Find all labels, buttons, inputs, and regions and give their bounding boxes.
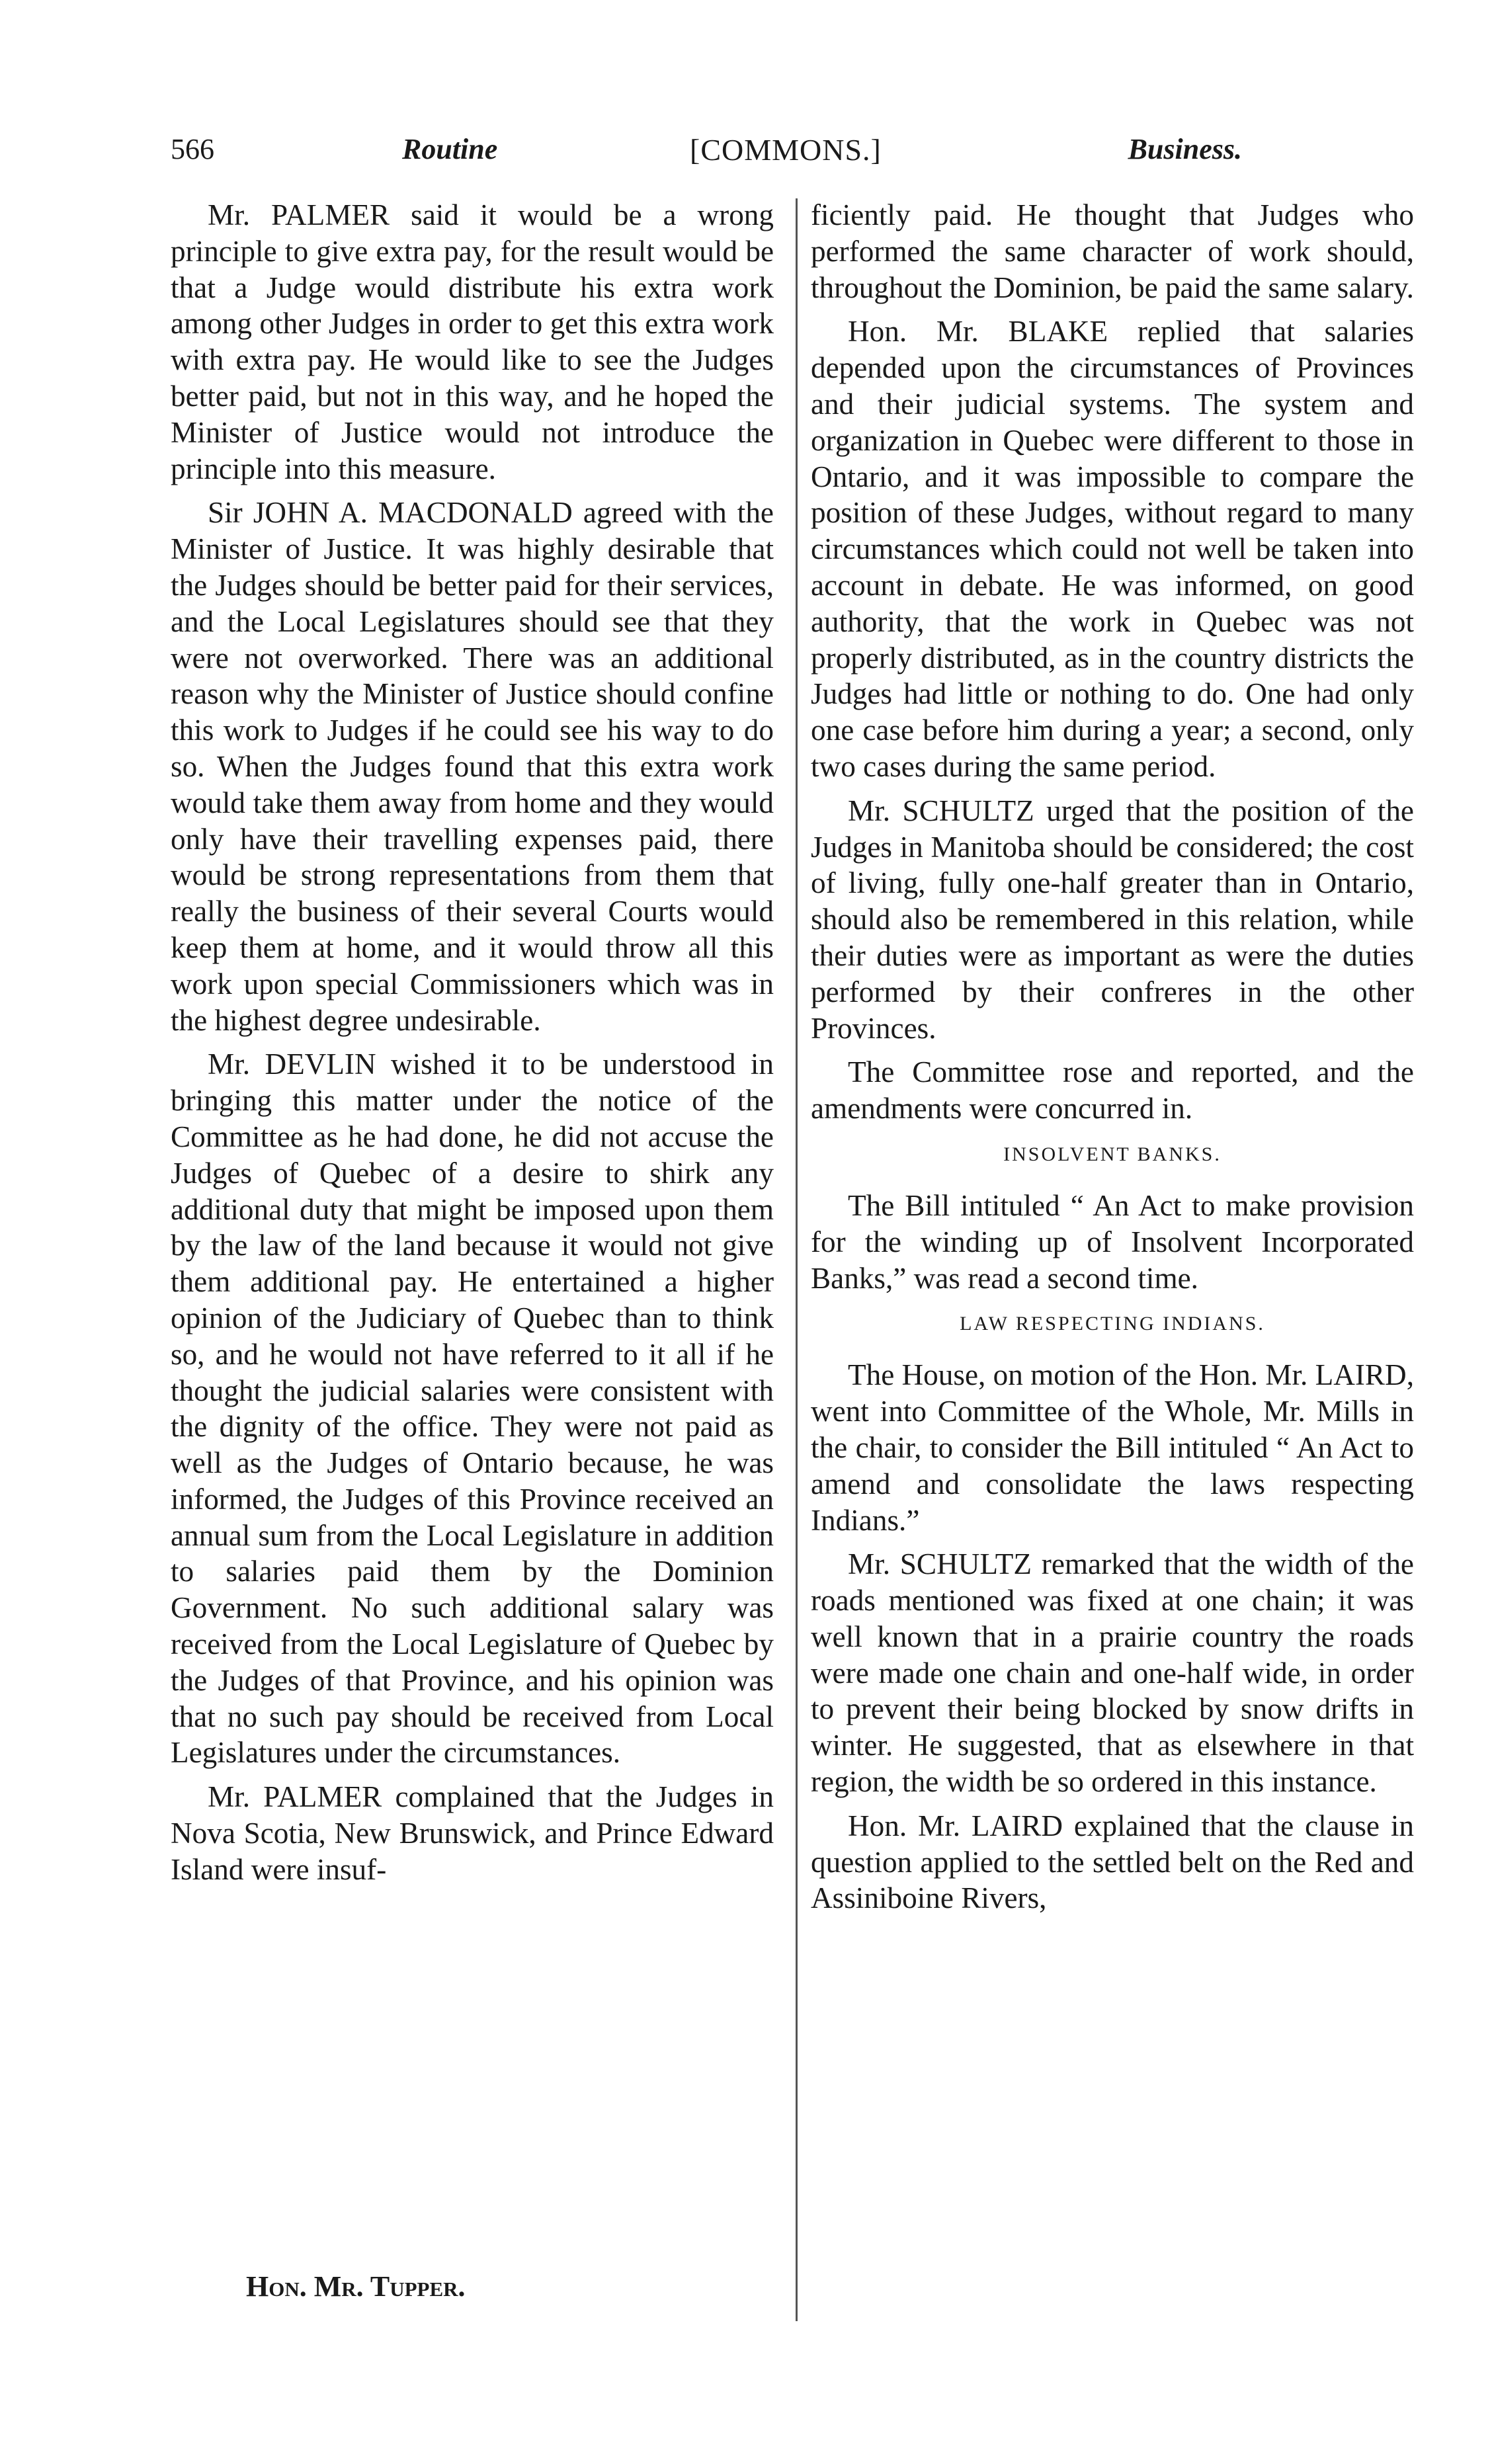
column-divider — [796, 198, 798, 2321]
paragraph-palmer-1: Mr. PALMER said it would be a wrong principle to give extra pay, for the result would be that a Judge would distribute his extra work among other Judges in order to get this extra work with extra pay. He would like to see the Judges better paid, but not in this way, and he hoped the Minister of Justice would not introduce the principle into this measure. — [171, 198, 774, 485]
paragraph-palmer-2: Mr. PALMER complained that the Judges in Nova Scotia, New Brunswick, and Prince Edward Island were insuf- — [171, 1780, 774, 1886]
page-number: 566 — [171, 133, 214, 165]
paragraph-continuation: ficiently paid. He thought that Judges who performed the same character of work should, throughout the Dominion, be paid the same salary. — [811, 198, 1414, 304]
paragraph-committee-rose: The Committee rose and reported, and the amendments were concurred in. — [811, 1055, 1414, 1126]
paragraph-laird-motion: The House, on motion of the Hon. Mr. LAIRD, went into Committee of the Whole, Mr. Mills in the chair, to consider the Bill intituled “ An Act to amend and consolidate the laws respecting Indians.” — [811, 1358, 1414, 1537]
catchword: Hon. Mr. Tupper. — [246, 2270, 466, 2303]
right-column — [811, 197, 1414, 1924]
paragraph-insolvent-banks: The Bill intituled “ An Act to make provision for the winding up of Insolvent Incorporated Banks,” was read a second time. — [811, 1188, 1414, 1295]
left-column — [171, 197, 774, 1896]
page-header — [171, 132, 1242, 175]
running-title-center: [COMMONS.] — [690, 133, 882, 167]
paragraph-macdonald: Sir JOHN A. MACDONALD agreed with the Minister of Justice. It was highly desirable that the Judges should be better paid for their services, and the Local Legislatures should see that they were not overworked. There was an additional reason why the Minister of Justice should confine this work to Judges if he could see his way to do so. When the Judges found that this extra work would take them away from home and they would only have their travelling expenses paid, there would be strong representations from them that really the business of their several Courts would keep them at home, and it would throw all this work upon special Commissioners which was in the highest degree undesirable. — [171, 496, 774, 1037]
section-title-law-indians: LAW RESPECTING INDIANS. — [960, 1313, 1265, 1335]
running-title-right: Business. — [1128, 133, 1242, 165]
paragraph-laird-explained: Hon. Mr. LAIRD explained that the clause in question applied to the settled belt on the Red and Assiniboine Rivers, — [811, 1809, 1414, 1915]
paragraph-schultz-1: Mr. SCHULTZ urged that the position of the Judges in Manitoba should be considered; the cost of living, fully one-half greater than in Ontario, should also be remembered in this relation, while their duties were as important as were the duties performed by their confreres in the other Provinces. — [811, 794, 1414, 1045]
paragraph-schultz-2: Mr. SCHULTZ remarked that the width of the roads mentioned was fixed at one chain; it was well known that in a prairie country the roads were made one chain and one-half wide, in order to prevent their being blocked by snow drifts in winter. He suggested, that as elsewhere in that region, the width be so ordered in this instance. — [811, 1547, 1414, 1799]
paragraph-blake: Hon. Mr. BLAKE replied that salaries depended upon the circumstances of Provinces and their judicial systems. The system and organization in Quebec were different to those in Ontario, and it was impossible to compare the position of these Judges, without regard to many circumstances which could not well be taken into account in debate. He was informed, on good authority, that the work in Quebec was not properly distributed, as in the country districts the Judges had little or nothing to do. One had only one case before him during a year; a second, only two cases during the same period. — [811, 315, 1414, 783]
section-title-insolvent-banks: INSOLVENT BANKS. — [1003, 1143, 1222, 1165]
paragraph-devlin: Mr. DEVLIN wished it to be understood in bringing this matter under the notice of the Committee as he had done, he did not accuse the Judges of Quebec of a desire to shirk any additional duty that might be imposed upon them by the law of the land because it would not give them additional pay. He entertained a higher opinion of the Judiciary of Quebec than to think so, and he would not have referred to it all if he thought the judicial salaries were consistent with the dignity of the office. They were not paid as well as the Judges of Ontario because, he was informed, the Judges of this Province received an annual sum from the Local Legislature in addition to salaries paid them by the Dominion Government. No such additional salary was received from the Local Legislature of Quebec by the Judges of that Province, and his opinion was that no such pay should be received from Local Legislatures under the circumstances. — [171, 1047, 774, 1770]
running-title-left: Routine — [402, 133, 498, 165]
